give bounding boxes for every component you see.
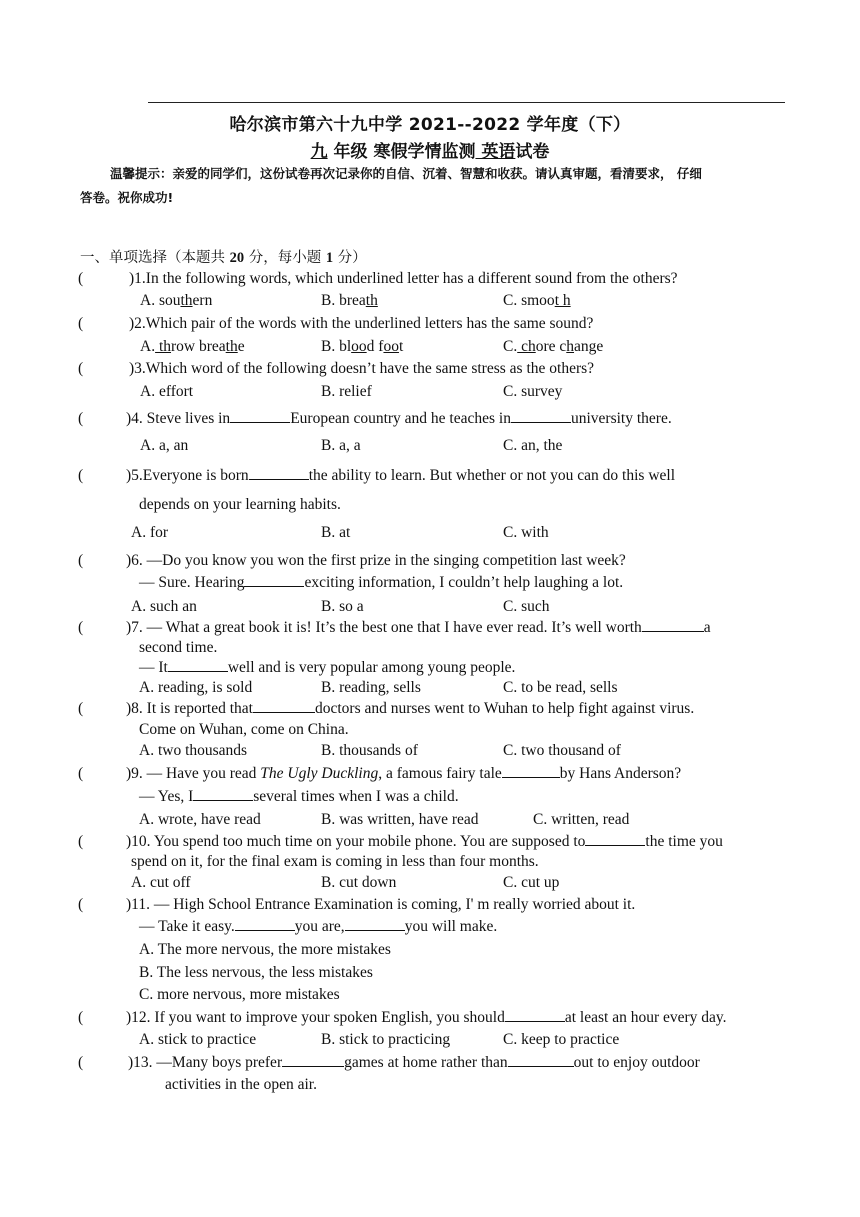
question-stem: )5.Everyone is born the ability to learn. But whether or not you can do this well bbox=[126, 467, 676, 484]
subject-field: 英语 bbox=[475, 142, 516, 162]
answer-paren: ( bbox=[78, 700, 84, 717]
tip-line-1: 温馨提示：亲爱的同学们，这份试卷再次记录你的自信、沉着、智慧和收获。请认真审题，看清要求， 仔细 bbox=[110, 166, 702, 181]
option-a: A. reading, is sold bbox=[139, 679, 253, 696]
answer-paren: ( bbox=[78, 1054, 84, 1071]
question-stem: )11. — High School Entrance Examination is coming, I' m really worried about it. bbox=[126, 896, 636, 913]
option-c: C. keep to practice bbox=[503, 1031, 620, 1048]
question-stem: )12. If you want to improve your spoken English, you should at least an hour every day. bbox=[126, 1009, 727, 1026]
option-c: C. more nervous, more mistakes bbox=[139, 986, 340, 1003]
question-stem: )1.In the following words, which underlined letter has a different sound from the others? bbox=[129, 270, 678, 287]
option-c: C. two thousand of bbox=[503, 742, 621, 759]
option-a: A. stick to practice bbox=[139, 1031, 257, 1048]
option-b: B. thousands of bbox=[321, 742, 418, 759]
option-a: A. such an bbox=[131, 598, 197, 615]
answer-paren: ( bbox=[78, 833, 84, 850]
question-stem: )3.Which word of the following doesn’t have the same stress as the others? bbox=[129, 360, 595, 377]
option-b: B. cut down bbox=[321, 874, 397, 891]
question-stem: )6. —Do you know you won the first prize in the singing competition last week? bbox=[126, 552, 626, 569]
option-a: A. cut off bbox=[131, 874, 191, 891]
question-stem-cont: depends on your learning habits. bbox=[139, 496, 341, 513]
question-stem: )13. —Many boys prefer games at home rather than out to enjoy outdoor bbox=[128, 1054, 700, 1071]
option-a: A. wrote, have read bbox=[139, 811, 261, 828]
question-stem: )4. Steve lives in European country and he teaches in university there. bbox=[126, 410, 672, 427]
question-stem: )8. It is reported that doctors and nurses went to Wuhan to help fight against virus. bbox=[126, 700, 695, 717]
question-stem-cont: spend on it, for the final exam is coming in less than four months. bbox=[131, 853, 539, 870]
answer-paren: ( bbox=[78, 896, 84, 913]
exam-subtitle: 九 年级 寒假学情监测 英语试卷 bbox=[310, 142, 550, 162]
answer-paren: ( bbox=[78, 619, 84, 636]
option-b: B. reading, sells bbox=[321, 679, 421, 696]
option-a: A. southern bbox=[140, 292, 213, 309]
option-b: B. blood foot bbox=[321, 338, 404, 355]
option-b: B. at bbox=[321, 524, 351, 541]
option-a: A. The more nervous, the more mistakes bbox=[139, 941, 391, 958]
exam-title: 哈尔滨市第六十九中学 2021--2022 学年度（下） bbox=[229, 115, 631, 135]
option-c: C. cut up bbox=[503, 874, 560, 891]
option-b: B. breath bbox=[321, 292, 378, 309]
option-b: B. a, a bbox=[321, 437, 361, 454]
option-b: B. stick to practicing bbox=[321, 1031, 451, 1048]
question-stem: )9. — Have you read The Ugly Duckling, a famous fairy tale by Hans Anderson? bbox=[126, 765, 682, 782]
option-a: A. for bbox=[131, 524, 169, 541]
question-stem-cont: activities in the open air. bbox=[165, 1076, 317, 1093]
option-b: B. so a bbox=[321, 598, 364, 615]
option-a: A. a, an bbox=[140, 437, 189, 454]
answer-paren: ( bbox=[78, 1009, 84, 1026]
option-a: A. effort bbox=[140, 383, 194, 400]
option-b: B. The less nervous, the less mistakes bbox=[139, 964, 373, 981]
grade-field: 九 bbox=[310, 142, 328, 162]
option-c: C. to be read, sells bbox=[503, 679, 618, 696]
option-c: C. smoot h bbox=[503, 292, 571, 309]
question-stem-cont: Come on Wuhan, come on China. bbox=[139, 721, 349, 738]
dialogue-line: — Take it easy. you are, you will make. bbox=[139, 918, 498, 935]
answer-paren: ( bbox=[78, 270, 84, 287]
option-b: B. relief bbox=[321, 383, 372, 400]
dialogue-line: — It well and is very popular among young people. bbox=[139, 659, 516, 676]
question-stem: )2.Which pair of the words with the underlined letters has the same sound? bbox=[129, 315, 594, 332]
answer-paren: ( bbox=[78, 467, 84, 484]
answer-paren: ( bbox=[78, 765, 84, 782]
tip-line-2: 答卷。祝你成功! bbox=[80, 190, 174, 205]
answer-paren: ( bbox=[78, 315, 84, 332]
option-c: C. with bbox=[503, 524, 549, 541]
answer-paren: ( bbox=[78, 410, 84, 427]
answer-paren: ( bbox=[78, 552, 84, 569]
option-c: C. chore change bbox=[503, 338, 604, 355]
option-a: A. two thousands bbox=[139, 742, 248, 759]
book-title: The Ugly Duckling bbox=[260, 765, 379, 782]
answer-paren: ( bbox=[78, 360, 84, 377]
option-c: C. survey bbox=[503, 383, 563, 400]
option-c: C. such bbox=[503, 598, 550, 615]
option-b: B. was written, have read bbox=[321, 811, 479, 828]
dialogue-line: — Yes, I several times when I was a child. bbox=[139, 788, 459, 805]
option-c: C. written, read bbox=[533, 811, 630, 828]
question-stem: )10. You spend too much time on your mobile phone. You are supposed to the time you bbox=[126, 833, 723, 850]
question-stem-cont: second time. bbox=[139, 639, 218, 656]
question-stem: )7. — What a great book it is! It’s the best one that I have ever read. It’s well worth a bbox=[126, 619, 711, 636]
dialogue-line: — Sure. Hearing exciting information, I couldn’t help laughing a lot. bbox=[139, 574, 624, 591]
section-title: 一、单项选择（本题共 20 分，每小题 1 分） bbox=[80, 250, 367, 266]
option-c: C. an, the bbox=[503, 437, 563, 454]
option-a: A. throw breathe bbox=[140, 338, 245, 355]
header-rule bbox=[148, 102, 785, 103]
